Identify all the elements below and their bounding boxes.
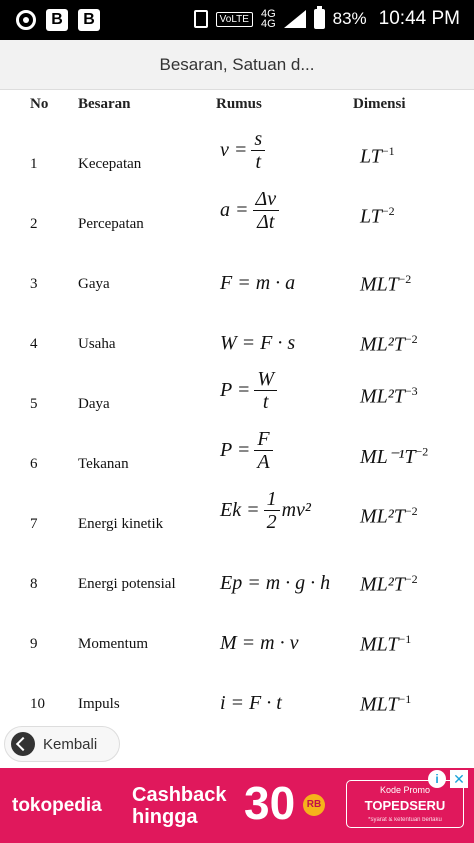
- quantity-name: Gaya: [78, 276, 110, 292]
- numerator: W: [254, 368, 277, 391]
- ad-unit: RB: [303, 794, 325, 816]
- page-title: Besaran, Satuan d...: [159, 55, 315, 74]
- header-no: No: [30, 96, 49, 112]
- ad-code-label: Kode Promo: [379, 785, 431, 795]
- table-row: [0, 246, 474, 306]
- back-bar: [0, 722, 474, 768]
- dimension: [360, 572, 418, 597]
- app-b-icon: B: [78, 9, 100, 31]
- dimension: [360, 332, 418, 357]
- header-dimensi: Dimensi: [353, 96, 406, 112]
- numerator: Δv: [253, 188, 280, 211]
- row-number: 6: [30, 456, 38, 472]
- formula: [220, 332, 295, 355]
- ad-close-icon[interactable]: ✕: [450, 770, 468, 788]
- dimension-base: MLT: [360, 633, 399, 656]
- dimension-base: ML²T: [360, 505, 405, 528]
- formula: [220, 692, 282, 715]
- formula-table: [0, 90, 474, 722]
- dimension-base: ML⁻¹T: [360, 446, 416, 468]
- ad-line1: Cashback: [132, 784, 227, 806]
- record-icon: [16, 10, 36, 30]
- dimension-exponent: −2: [398, 272, 412, 286]
- dimension-exponent: −2: [404, 504, 418, 518]
- header-rumus: Rumus: [216, 96, 262, 112]
- quantity-name: Daya: [78, 396, 110, 412]
- dimension-exponent: −2: [404, 332, 418, 346]
- quantity-name: Percepatan: [78, 216, 144, 232]
- formula-lhs: W = F · s: [220, 332, 296, 354]
- dimension: [360, 504, 418, 529]
- fraction: [254, 428, 272, 473]
- formula-lhs: i = F · t: [220, 692, 282, 714]
- ad-code: TOPEDSERU: [364, 798, 446, 813]
- status-bar: [0, 0, 474, 40]
- dimension-exponent: −2: [415, 444, 429, 459]
- table-row: [0, 666, 474, 722]
- back-arrow-icon: [11, 732, 35, 756]
- fraction: [253, 188, 280, 233]
- quantity-name: Momentum: [78, 636, 148, 652]
- clock: 10:44 PM: [378, 8, 460, 29]
- ad-line2: hingga: [132, 806, 198, 828]
- dimension-exponent: −1: [381, 144, 395, 158]
- row-number: 4: [30, 336, 38, 352]
- formula: [220, 272, 295, 295]
- dimension: [360, 272, 411, 297]
- dimension-base: ML²T: [360, 385, 405, 408]
- row-number: 10: [30, 696, 45, 712]
- vibrate-icon: [194, 10, 208, 28]
- dimension-base: ML²T: [360, 573, 405, 596]
- header-besaran: Besaran: [78, 96, 131, 112]
- ad-banner[interactable]: [0, 768, 474, 843]
- table-row: [0, 126, 474, 186]
- dimension-base: ML²T: [360, 333, 405, 356]
- row-number: 7: [30, 516, 38, 532]
- ad-promo-code: [346, 780, 464, 828]
- denominator: Δt: [257, 211, 275, 233]
- dimension: [360, 632, 411, 657]
- dimension-exponent: −3: [404, 384, 418, 398]
- app-b-icon: B: [46, 9, 68, 31]
- denominator: 2: [266, 511, 277, 533]
- fraction: [264, 488, 280, 533]
- title-bar: [0, 40, 474, 90]
- dimension: [360, 204, 395, 229]
- formula-lhs: M = m · v: [220, 632, 299, 654]
- quantity-name: Impuls: [78, 696, 120, 712]
- formula-lhs: Ep = m · g · h: [220, 572, 331, 594]
- battery-icon: [314, 9, 325, 29]
- signal-icon: [284, 10, 306, 28]
- dimension: [360, 384, 418, 409]
- quantity-name: Kecepatan: [78, 156, 142, 172]
- quantity-name: Energi kinetik: [78, 516, 164, 532]
- table-row: [0, 306, 474, 366]
- formula-rhs: mv²: [281, 499, 311, 521]
- dimension-base: LT: [360, 145, 382, 168]
- fraction: [251, 128, 265, 173]
- dimension-exponent: −2: [404, 572, 418, 586]
- ad-headline: [132, 784, 227, 828]
- numerator: s: [251, 128, 265, 151]
- quantity-name: Usaha: [78, 336, 116, 352]
- dimension-exponent: −1: [398, 692, 412, 706]
- table-row: [0, 186, 474, 246]
- dimension: [360, 692, 411, 717]
- row-number: 8: [30, 576, 38, 592]
- numerator: F: [254, 428, 272, 451]
- ad-brand: tokopedia: [12, 795, 102, 816]
- ad-fine-print: *syarat & ketentuan berlaku: [368, 817, 442, 823]
- row-number: 9: [30, 636, 38, 652]
- formula: [220, 428, 273, 473]
- row-number: 1: [30, 156, 38, 172]
- formula: [220, 188, 279, 233]
- formula-lhs: Ek =: [220, 499, 260, 521]
- battery-percent: 83%: [332, 9, 367, 28]
- denominator: A: [257, 451, 270, 473]
- network-type: 4G 4G: [260, 8, 276, 30]
- table-row: [0, 426, 474, 486]
- formula-lhs: P =: [220, 439, 251, 461]
- formula: [220, 572, 330, 595]
- table-row: [0, 486, 474, 546]
- formula: [220, 128, 265, 173]
- formula-lhs: a =: [220, 199, 249, 221]
- fraction: [254, 368, 277, 413]
- ad-amount: 30: [244, 777, 296, 829]
- table-row: [0, 366, 474, 426]
- dimension-exponent: −1: [398, 632, 412, 646]
- ad-info-icon[interactable]: i: [428, 770, 446, 788]
- formula-lhs: F = m · a: [220, 272, 296, 294]
- formula: [220, 368, 277, 413]
- dimension-base: MLT: [360, 273, 399, 296]
- volte-badge: VoLTE: [216, 12, 253, 27]
- formula-lhs: P =: [220, 379, 251, 401]
- row-number: 5: [30, 396, 38, 412]
- formula-lhs: v =: [220, 139, 248, 161]
- quantity-name: Energi potensial: [78, 576, 176, 592]
- row-number: 3: [30, 276, 38, 292]
- dimension-base: LT: [360, 205, 382, 228]
- back-button[interactable]: [4, 726, 120, 762]
- formula: [220, 488, 311, 533]
- back-button-label: Kembali: [43, 735, 98, 753]
- dimension: [360, 444, 428, 469]
- row-number: 2: [30, 216, 38, 232]
- denominator: t: [262, 391, 269, 413]
- table-row: [0, 546, 474, 606]
- quantity-name: Tekanan: [78, 456, 129, 472]
- denominator: t: [255, 151, 262, 173]
- dimension: [360, 144, 395, 169]
- table-row: [0, 606, 474, 666]
- formula: [220, 632, 298, 655]
- dimension-base: MLT: [360, 693, 399, 716]
- dimension-exponent: −2: [381, 204, 395, 218]
- numerator: 1: [264, 488, 280, 511]
